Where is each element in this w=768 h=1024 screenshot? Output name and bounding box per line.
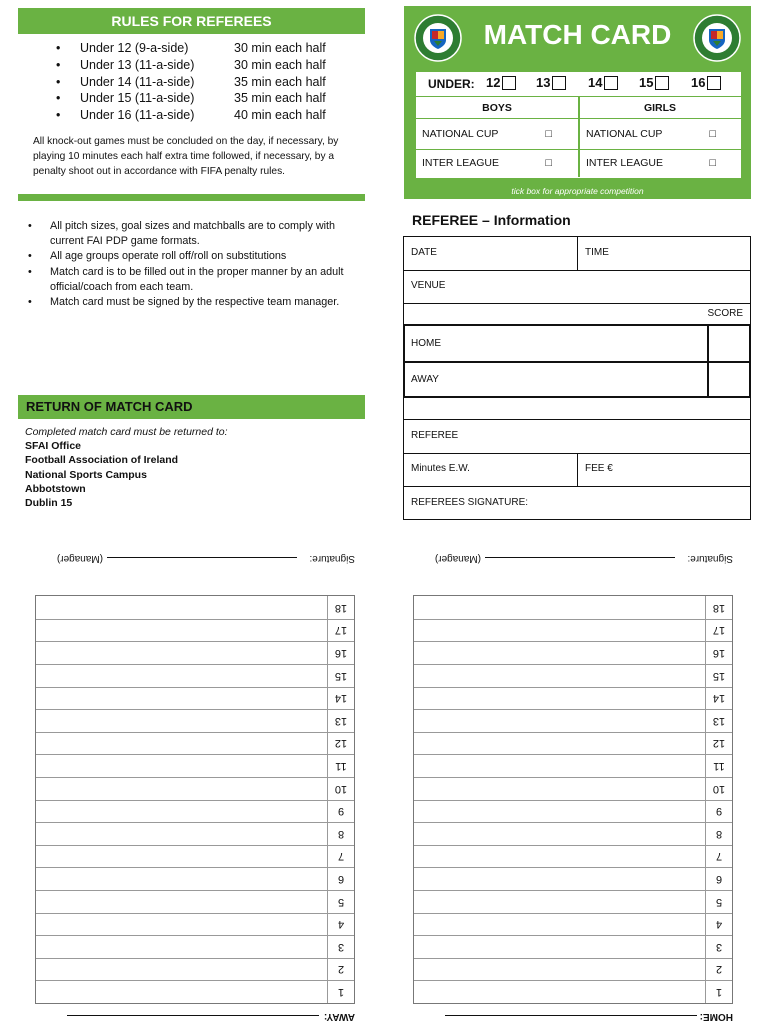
table-row[interactable]: 15	[36, 664, 354, 687]
table-row[interactable]: 2	[36, 958, 354, 981]
list-item: • Under 14 (11-a-side) 35 min each half	[56, 74, 326, 89]
table-row[interactable]: 15	[414, 664, 732, 687]
age-selector-row	[416, 72, 741, 97]
table-row[interactable]: 14	[414, 687, 732, 710]
checkbox[interactable]	[604, 76, 618, 90]
table-row[interactable]: 13	[414, 709, 732, 732]
row-divider	[404, 303, 750, 304]
score-box	[403, 324, 751, 398]
match-card-panel	[404, 6, 751, 199]
format-rules-list	[28, 219, 353, 310]
checkbox[interactable]	[502, 76, 516, 90]
checkbox[interactable]	[707, 76, 721, 90]
table-row[interactable]: 10	[36, 777, 354, 800]
date-field[interactable]: DATE	[411, 247, 437, 258]
match-card-title: MATCH CARD	[483, 19, 672, 50]
table-row[interactable]: 9	[414, 800, 732, 823]
under-label: UNDER:	[428, 77, 475, 91]
knockout-rule-text: All knock-out games must be concluded on the day, if necessary, by playing 10 minutes each half extra time followed, if necessary, by a penalty shoot out in accordance with FIFA penalty rules.	[33, 136, 339, 177]
competition-box	[416, 72, 741, 178]
table-row[interactable]: 4	[36, 913, 354, 936]
row-divider	[404, 486, 750, 487]
row-divider	[404, 270, 750, 271]
list-item: • All pitch sizes, goal sizes and matchballs are to comply with current FAI PDP game formats.	[28, 220, 336, 248]
boys-national-cup[interactable]: NATIONAL CUP □	[416, 120, 576, 149]
table-row[interactable]: 8	[36, 822, 354, 845]
table-row[interactable]: 6	[414, 867, 732, 890]
rules-header: RULES FOR REFEREES	[18, 8, 365, 34]
referee-field[interactable]: REFEREE	[411, 430, 459, 441]
crest-icon	[414, 14, 462, 62]
age-option-16[interactable]: 16	[691, 75, 721, 90]
signature-label: Signature:	[309, 553, 355, 564]
address-line: Football Association of Ireland	[25, 454, 179, 467]
time-field[interactable]: TIME	[585, 247, 609, 258]
score-label: SCORE	[707, 308, 743, 319]
list-item: • Match card must be signed by the respective team manager.	[28, 296, 340, 309]
venue-field[interactable]: VENUE	[411, 280, 446, 291]
boys-inter-league[interactable]: INTER LEAGUE □	[416, 149, 576, 178]
table-row[interactable]: 1	[36, 980, 354, 1003]
table-row[interactable]: 12	[414, 732, 732, 755]
table-row[interactable]: 3	[36, 935, 354, 958]
manager-label: (Manager)	[56, 553, 103, 564]
table-row[interactable]: 2	[414, 958, 732, 981]
girls-national-cup[interactable]: NATIONAL CUP □	[580, 120, 740, 149]
referee-signature-field[interactable]: REFEREES SIGNATURE:	[411, 497, 529, 508]
checkbox[interactable]: □	[709, 157, 716, 169]
table-row[interactable]: 18	[36, 596, 354, 619]
age-duration-list	[18, 40, 365, 124]
table-row[interactable]: 18	[414, 596, 732, 619]
away-team-sheet	[35, 548, 355, 1024]
table-row[interactable]: 17	[36, 619, 354, 642]
list-item: • Under 16 (11-a-side) 40 min each half	[56, 108, 326, 123]
address-line: Dublin 15	[25, 497, 73, 510]
age-option-15[interactable]: 15	[639, 75, 669, 90]
table-row[interactable]: 1	[414, 980, 732, 1003]
table-row[interactable]: 11	[414, 754, 732, 777]
table-row[interactable]: 14	[36, 687, 354, 710]
table-row[interactable]: 17	[414, 619, 732, 642]
table-row[interactable]: 5	[36, 890, 354, 913]
manager-signature-line[interactable]	[35, 551, 355, 565]
table-row[interactable]: 11	[36, 754, 354, 777]
minutes-ew-field[interactable]: Minutes E.W.	[411, 463, 470, 474]
table-row[interactable]: 8	[414, 822, 732, 845]
cell-divider	[577, 237, 578, 270]
away-field[interactable]: AWAY	[411, 374, 439, 385]
list-item: • Under 12 (9-a-side) 30 min each half	[56, 41, 326, 55]
age-option-12[interactable]: 12	[486, 75, 516, 90]
checkbox[interactable]: □	[545, 128, 552, 140]
referee-info-title: REFEREE – Information	[412, 212, 571, 228]
table-row[interactable]: 5	[414, 890, 732, 913]
crest-icon	[693, 14, 741, 62]
score-divider	[707, 326, 709, 396]
address-line: Abbotstown	[25, 482, 86, 495]
list-item: • Match card is to be filled out in the proper manner by an adult official/coach from each team.	[28, 265, 344, 293]
table-row[interactable]: 3	[414, 935, 732, 958]
checkbox[interactable]: □	[709, 128, 716, 140]
table-row[interactable]: 7	[414, 845, 732, 868]
table-row[interactable]: 13	[36, 709, 354, 732]
table-row[interactable]: 16	[36, 642, 354, 665]
home-field[interactable]: HOME	[411, 338, 441, 349]
away-label: AWAY:	[323, 1011, 355, 1022]
table-row[interactable]: 10	[414, 777, 732, 800]
girls-label: GIRLS	[643, 102, 677, 114]
home-team-sheet	[413, 548, 733, 1024]
address-line: SFAI Office	[25, 440, 82, 453]
referee-info-table	[403, 236, 751, 520]
checkbox[interactable]	[552, 76, 566, 90]
player-grid	[413, 595, 733, 1004]
return-intro: Completed match card must be returned to:	[25, 426, 228, 438]
row-divider	[405, 361, 749, 363]
age-option-13[interactable]: 13	[536, 75, 566, 90]
return-header: RETURN OF MATCH CARD	[18, 395, 365, 419]
tick-note: tick box for appropriate competition	[511, 186, 644, 196]
table-row[interactable]: 9	[36, 800, 354, 823]
age-option-14[interactable]: 14	[588, 75, 618, 90]
return-address-block	[25, 425, 355, 510]
table-row[interactable]: 4	[414, 913, 732, 936]
girls-inter-league[interactable]: INTER LEAGUE □	[580, 149, 740, 178]
boys-label: BOYS	[482, 102, 512, 114]
list-item: • Under 13 (11-a-side) 30 min each half	[56, 57, 326, 72]
team-name-line[interactable]	[35, 1008, 355, 1024]
team-name-line[interactable]	[413, 1008, 733, 1024]
manager-label: (Manager)	[434, 553, 481, 564]
home-label: HOME:	[699, 1011, 733, 1022]
checkbox[interactable]: □	[545, 157, 552, 169]
cell-divider	[577, 453, 578, 486]
row-divider	[404, 419, 750, 420]
player-grid	[35, 595, 355, 1004]
address-line: National Sports Campus	[25, 468, 147, 481]
table-row[interactable]: 7	[36, 845, 354, 868]
list-item: • Under 15 (11-a-side) 35 min each half	[56, 91, 326, 106]
list-item: • All age groups operate roll off/roll on substitutions	[28, 250, 287, 263]
table-row[interactable]: 16	[414, 642, 732, 665]
table-row[interactable]: 6	[36, 867, 354, 890]
manager-signature-line[interactable]	[413, 551, 733, 565]
table-row[interactable]: 12	[36, 732, 354, 755]
signature-label: Signature:	[687, 553, 733, 564]
fee-field[interactable]: FEE €	[585, 463, 613, 474]
checkbox[interactable]	[655, 76, 669, 90]
section-divider	[18, 194, 365, 201]
